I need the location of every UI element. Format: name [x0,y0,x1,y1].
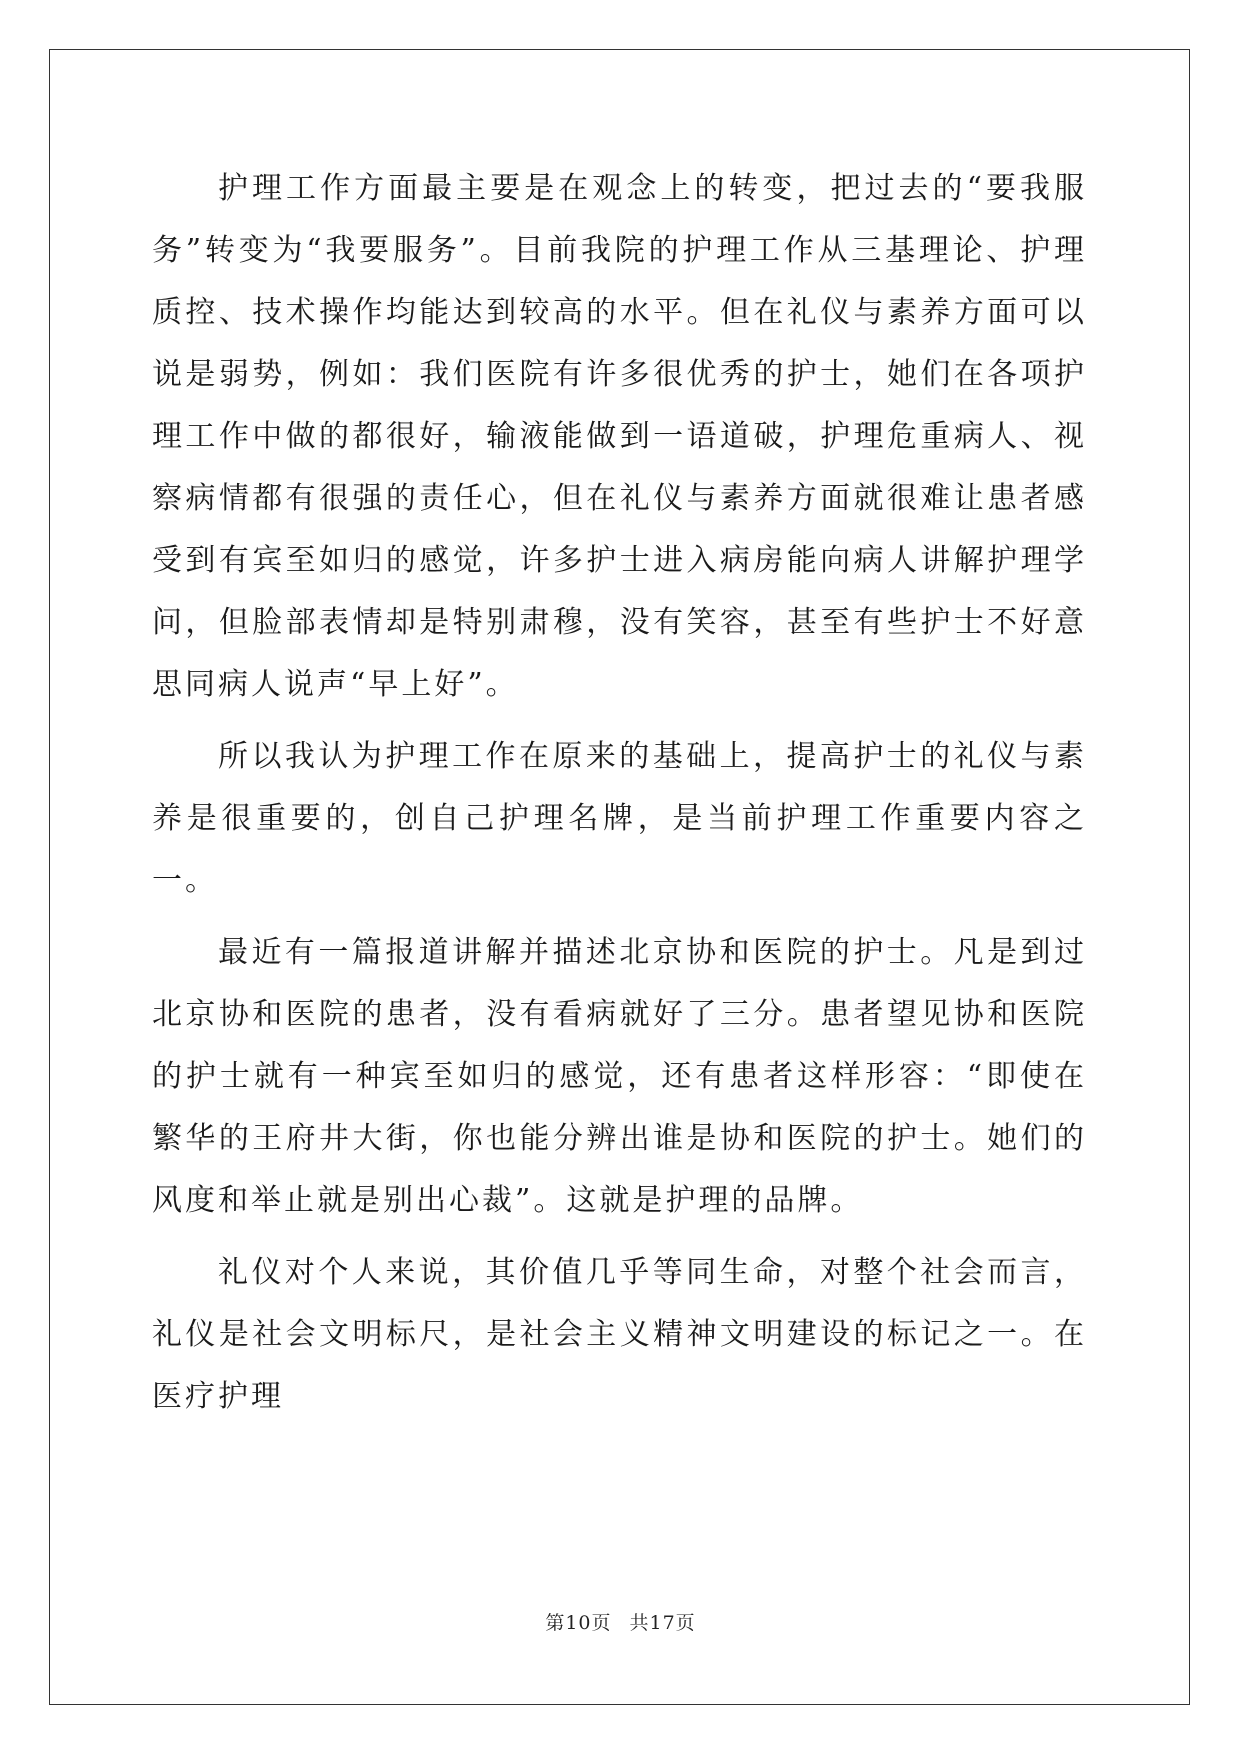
page-footer [0,1608,1241,1635]
paragraph-1: 护理工作方面最主要是在观念上的转变，把过去的“要我服务”转变为“我要服务”。目前我院的护理工作从三基理论、护理质控、技术操作均能达到较高的水平。但在礼仪与素养方面可以说是弱势，例如：我们医院有许多很优秀的护士，她们在各项护理工作中做的都很好，输液能做到一语道破，护理危重病人、视察病情都有很强的责任心，但在礼仪与素养方面就很难让患者感受到有宾至如归的感觉，许多护士进入病房能向病人讲解护理学问，但脸部表情却是特别肃穆，没有笑容，甚至有些护士不好意思同病人说声“早上好”。 [152,171,1087,702]
page-number: 第10页 [545,1612,612,1634]
paragraph-3: 最近有一篇报道讲解并描述北京协和医院的护士。凡是到过北京协和医院的患者，没有看病就好了三分。患者望见协和医院的护士就有一种宾至如归的感觉，还有患者这样形容：“即使在繁华的王府井大街，你也能分辨出谁是协和医院的护士。她们的风度和举止就是别出心裁”。这就是护理的品牌。 [152,935,1087,1218]
paragraph-2: 所以我认为护理工作在原来的基础上，提高护士的礼仪与素养是很重要的，创自己护理名牌，是当前护理工作重要内容之一。 [152,739,1087,898]
paragraph-4: 礼仪对个人来说，其价值几乎等同生命，对整个社会而言，礼仪是社会文明标尺，是社会主义精神文明建设的标记之一。在医疗护理 [152,1255,1087,1414]
document-body [152,158,1087,1428]
page-total: 共17页 [629,1612,696,1634]
